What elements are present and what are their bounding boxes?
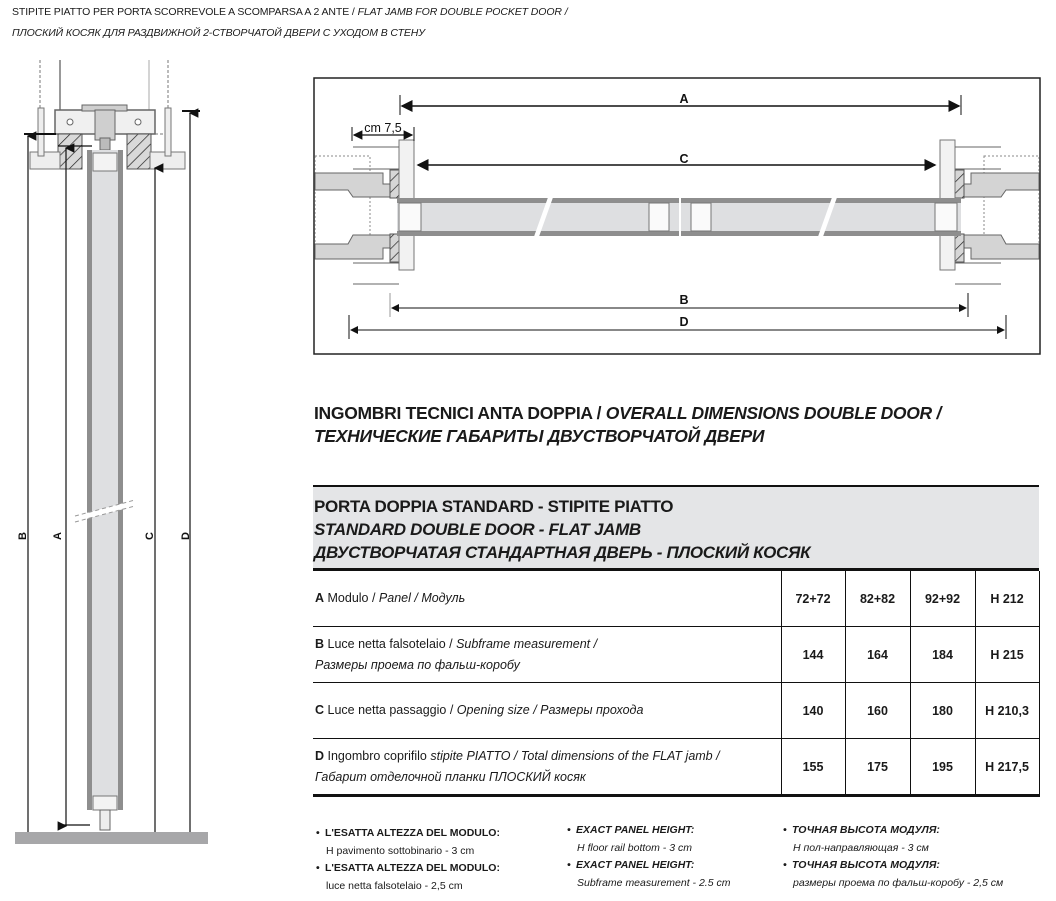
notes-ru: • ТОЧНАЯ ВЫСОТА МОДУЛЯ: Н пол-направляющая - 3 см • ТОЧНАЯ ВЫСОТА МОДУЛЯ: размеры проема по фальш-коробу - 2,5 см	[783, 822, 1003, 892]
table-row	[313, 739, 1039, 796]
note-title: L'ESATTA ALTEZZA DEL MODULO:	[325, 827, 500, 839]
table-row	[313, 627, 1039, 683]
jamb-hatch-left	[58, 134, 82, 169]
plan-label-d: D	[679, 315, 689, 329]
doc-title-it: STIPITE PIATTO PER PORTA SCORREVOLE A SCOMPARSA A 2 ANTE /	[12, 6, 358, 18]
table-cell: 175	[845, 739, 910, 796]
plan-label-b: B	[679, 293, 689, 307]
dim-label-c: C	[144, 532, 156, 540]
notes-it: • L'ESATTA ALTEZZA DEL MODULO: H pavimento sottobinario - 3 cm • L'ESATTA ALTEZZA DEL MODULO: luce netta falsotelaio - 2,5 cm	[316, 825, 500, 895]
note-title: ТОЧНАЯ ВЫСОТА МОДУЛЯ:	[792, 824, 940, 836]
doc-title-line-1	[12, 6, 568, 18]
table-cell: 140	[781, 683, 845, 739]
note-text: luce netta falsotelaio - 2,5 cm	[326, 879, 463, 892]
table-cell: 180	[910, 683, 975, 739]
note-text: H pavimento sottobinario - 3 cm	[326, 844, 475, 857]
table-cell: 92+92	[910, 571, 975, 627]
note-text: Н пол-направляющая - 3 см	[793, 841, 929, 854]
table-cell: 160	[845, 683, 910, 739]
dim-label-b: B	[17, 532, 29, 540]
note-text: размеры проема по фальш-коробу - 2,5 см	[793, 876, 1004, 889]
table-row	[313, 571, 1039, 627]
notes-en: • EXACT PANEL HEIGHT: H floor rail bottom - 3 cm • EXACT PANEL HEIGHT: Subframe measurement - 2.5 cm	[567, 822, 730, 892]
table-heading-ru: ДВУСТВОРЧАТАЯ СТАНДАРТНАЯ ДВЕРЬ - ПЛОСКИЙ КОСЯК	[314, 543, 811, 562]
table-cell: H 217,5	[975, 739, 1039, 796]
door-panel	[75, 150, 135, 810]
dim-label-d: D	[180, 532, 192, 540]
table-cell: 72+72	[781, 571, 845, 627]
plan-label-c: C	[679, 152, 689, 166]
section-title-ru: ТЕХНИЧЕСКИЕ ГАБАРИТЫ ДВУСТВОРЧАТОЙ ДВЕРИ	[314, 426, 765, 446]
table-cell: 82+82	[845, 571, 910, 627]
row-label: C Luce netta passaggio / Opening size / Размеры прохода	[313, 683, 781, 739]
doc-title-en: FLAT JAMB FOR DOUBLE POCKET DOOR /	[357, 6, 568, 18]
note-title: L'ESATTA ALTEZZA DEL MODULO:	[325, 862, 500, 874]
table-cell: 144	[781, 627, 845, 683]
table-cell: 195	[910, 739, 975, 796]
floor-guide	[100, 810, 110, 830]
row-label: A Modulo / Panel / Модуль	[313, 571, 781, 627]
table-heading-en: STANDARD DOUBLE DOOR - FLAT JAMB	[314, 520, 641, 539]
note-title: ТОЧНАЯ ВЫСОТА МОДУЛЯ:	[792, 859, 940, 871]
table-cell: H 215	[975, 627, 1039, 683]
doc-title-ru: ПЛОСКИЙ КОСЯК ДЛЯ РАЗДВИЖНОЙ 2-СТВОРЧАТОЙ ДВЕРИ С УХОДОМ В СТЕНУ	[12, 27, 425, 39]
note-title: EXACT PANEL HEIGHT:	[576, 824, 695, 836]
table-cell: H 212	[975, 571, 1039, 627]
table-cell: 164	[845, 627, 910, 683]
row-label: D Ingombro coprifilo stipite PIATTO / Total dimensions of the FLAT jamb / Габарит отделочной планки ПЛОСКИЙ косяк	[313, 739, 781, 796]
section-title	[314, 402, 941, 448]
floor	[15, 832, 208, 844]
plan-label-a: A	[679, 92, 689, 106]
table-heading-it: PORTA DOPPIA STANDARD - STIPITE PIATTO	[314, 497, 674, 516]
section-title-it: INGOMBRI TECNICI ANTA DOPPIA /	[314, 403, 606, 423]
note-title: EXACT PANEL HEIGHT:	[576, 859, 695, 871]
table-cell: 155	[781, 739, 845, 796]
table-cell: 184	[910, 627, 975, 683]
note-text: Subframe measurement - 2.5 cm	[577, 876, 731, 889]
dim-label-a: A	[52, 532, 64, 540]
section-title-en: OVERALL DIMENSIONS DOUBLE DOOR /	[605, 403, 942, 423]
row-label: B Luce netta falsotelaio / Subframe measurement / Размеры проема по фальш-коробу	[313, 627, 781, 683]
note-text: H floor rail bottom - 3 cm	[577, 841, 692, 854]
elevation-drawing	[0, 55, 225, 850]
jamb-width-label: cm 7,5	[364, 121, 402, 135]
table-cell: H 210,3	[975, 683, 1039, 739]
jamb-hatch-right	[127, 134, 151, 169]
table-heading	[313, 485, 1039, 571]
plan-view-drawing	[313, 77, 1041, 355]
table-row	[313, 683, 1039, 739]
dimensions-table	[313, 571, 1040, 797]
